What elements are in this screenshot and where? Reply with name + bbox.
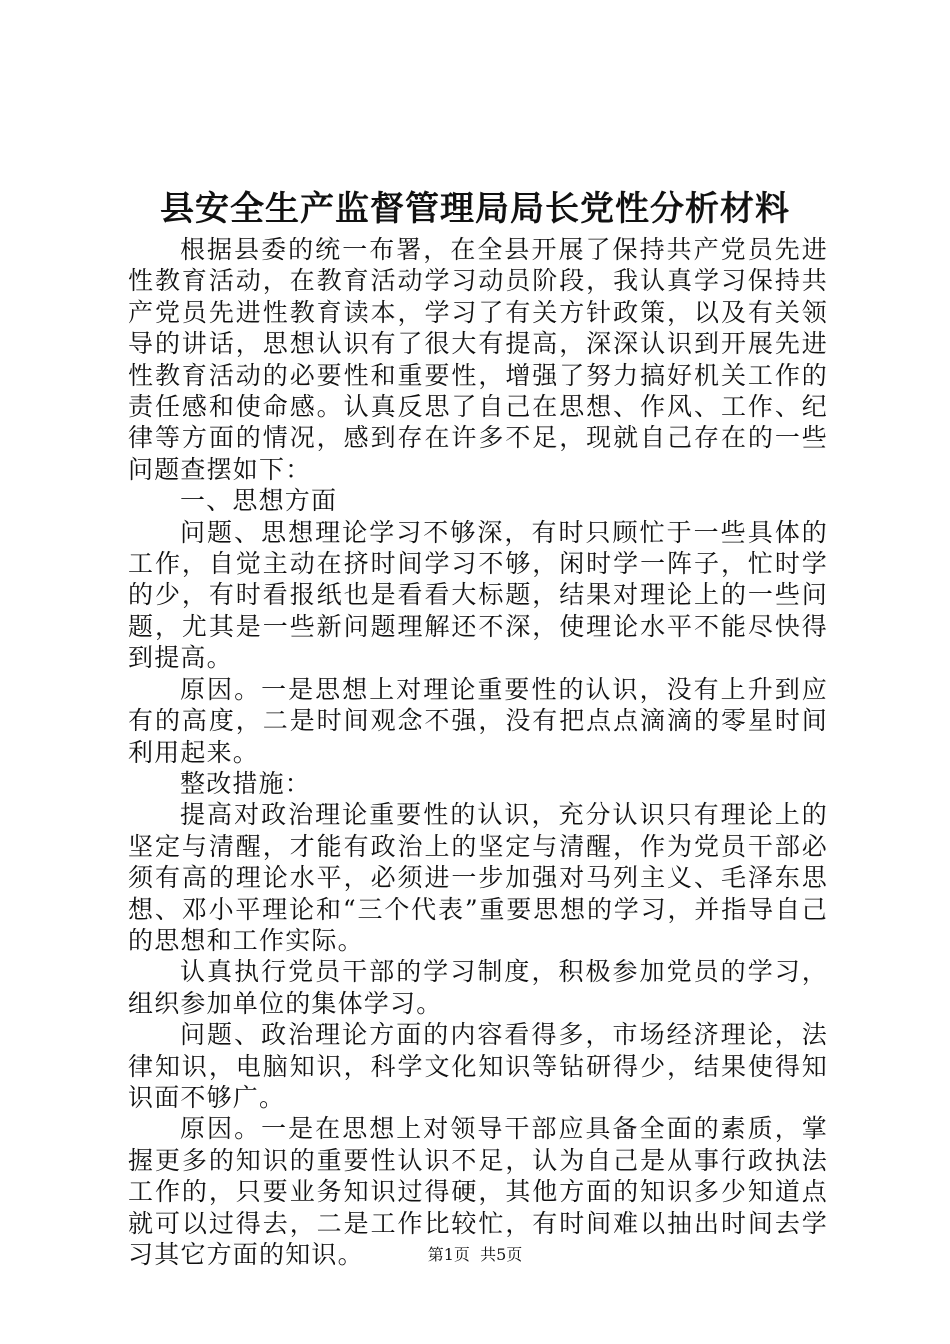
paragraph-measures-heading: 整改措施： xyxy=(180,768,312,798)
section-heading-thought: 一、思想方面 xyxy=(180,486,338,516)
paragraph-measure-1: 提高对政治理论重要性的认识，充分认识只有理论上的坚定与清醒，才能有政治上的坚定与清醒，作为党员干部必须有高的理论水平，必须进一步加强对马列主义、毛泽东思想、邓小平理论和“三个代表”重要思想的学习，并指导自己的思想和工作实际。 xyxy=(128,800,828,955)
page-number: 第1页 xyxy=(427,1245,470,1264)
paragraph-intro: 根据县委的统一布署，在全县开展了保持共产党员先进性教育活动，在教育活动学习动员阶段，我认真学习保持共产党员先进性教育读本，学习了有关方针政策，以及有关领导的讲话，思想认识有了很大有提高，深深认识到开展先进性教育活动的必要性和重要性，增强了努力搞好机关工作的责任感和使命感。认真反思了自己在思想、作风、工作、纪律等方面的情况，感到存在许多不足，现就自己存在的一些问题查摆如下： xyxy=(128,235,828,484)
paragraph-reason-1: 原因。一是思想上对理论重要性的认识，没有上升到应有的高度，二是时间观念不强，没有把点点滴滴的零星时间利用起来。 xyxy=(128,674,828,767)
paragraph-reason-2: 原因。一是在思想上对领导干部应具备全面的素质，掌握更多的知识的重要性认识不足，认为自己是从事行政执法工作的，只要业务知识过得硬，其他方面的知识多少知道点就可以过得去，二是工作比较忙，有时间难以抽出时间去学习其它方面的知识。 xyxy=(128,1114,828,1269)
document-title: 县安全生产监督管理局局长党性分析材料 xyxy=(160,189,790,229)
paragraph-problem-1: 问题、思想理论学习不够深，有时只顾忙于一些具体的工作，自觉主动在挤时间学习不够，闲时学一阵子，忙时学的少，有时看报纸也是看看大标题，结果对理论上的一些问题，尤其是一些新问题理解还不深，使理论水平不能尽快得到提高。 xyxy=(128,517,828,673)
page-total: 共5页 xyxy=(480,1245,523,1264)
paragraph-problem-2: 问题、政治理论方面的内容看得多，市场经济理论，法律知识，电脑知识，科学文化知识等钻研得少，结果使得知识面不够广。 xyxy=(128,1020,828,1112)
page-footer xyxy=(0,1244,950,1266)
paragraph-measure-2: 认真执行党员干部的学习制度，积极参加党员的学习，组织参加单位的集体学习。 xyxy=(128,957,828,1018)
document-body xyxy=(128,234,828,1270)
